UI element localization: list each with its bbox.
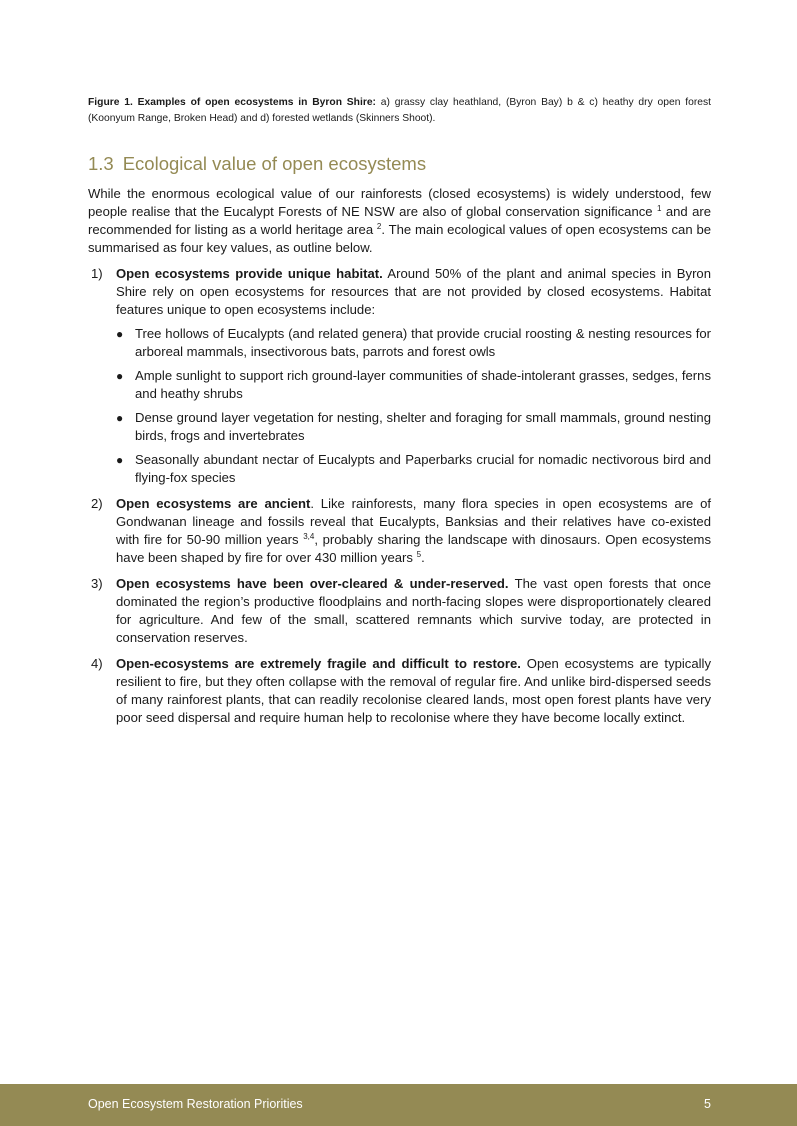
figure-caption xyxy=(88,95,711,127)
key-value-heading: Open ecosystems provide unique habitat. xyxy=(116,266,383,281)
key-value-item xyxy=(88,575,711,647)
list-marker: 3) xyxy=(91,576,103,591)
key-value-text: Around 50% of the plant and animal species in Byron Shire rely on open ecosystems for resources that are not provided by closed ecosystems. Habitat features unique to open ecosystems include: xyxy=(116,266,711,317)
key-values-list xyxy=(88,265,711,727)
citation-3-4: 3,4 xyxy=(303,532,315,541)
bullet-icon: ● xyxy=(116,411,124,425)
bullet-item xyxy=(116,325,711,361)
bullet-icon: ● xyxy=(116,327,124,341)
key-value-text: The vast open forests that once dominated the region’s productive floodplains and north-facing slopes were disproportionately cleared for agriculture. And few of the small, scattered remnants which survive today, are protected in conservation reserves. xyxy=(116,576,711,645)
key-value-text: , probably sharing the landscape with dinosaurs. Open ecosystems have been shaped by fire for over 430 million years xyxy=(116,532,711,565)
bullet-item xyxy=(116,451,711,487)
intro-text-2: and are recommended for listing as a world heritage area xyxy=(88,204,711,237)
intro-paragraph xyxy=(88,185,711,257)
key-value-heading: Open ecosystems have been over-cleared & under-reserved. xyxy=(116,576,509,591)
key-value-item xyxy=(88,265,711,487)
figure-caption-text: a) grassy clay heathland, (Byron Bay) b & c) heathy dry open forest (Koonyum Range, Broken Head) and d) forested wetlands (Skinners Shoot). xyxy=(88,97,712,124)
citation-2: 2 xyxy=(376,222,382,231)
bullet-text: Dense ground layer vegetation for nesting, shelter and foraging for small mammals, ground nesting birds, frogs and invertebrates xyxy=(135,410,711,443)
page-number: 5 xyxy=(704,1097,711,1111)
key-value-item xyxy=(88,495,711,567)
figure-caption-label: Figure 1. Examples of open ecosystems in Byron Shire: xyxy=(88,97,376,108)
footer-title: Open Ecosystem Restoration Priorities xyxy=(88,1097,303,1111)
citation-1: 1 xyxy=(656,204,662,213)
intro-text-3: . The main ecological values of open ecosystems can be summarised as four key values, as outline below. xyxy=(88,222,712,255)
key-value-item xyxy=(88,655,711,727)
citation-5: 5 xyxy=(416,550,422,559)
list-marker: 2) xyxy=(91,496,103,511)
document-body xyxy=(88,95,711,735)
habitat-features-list xyxy=(116,325,711,487)
section-heading xyxy=(88,152,711,176)
key-value-heading: Open-ecosystems are extremely fragile and difficult to restore. xyxy=(116,656,521,671)
intro-text-1: While the enormous ecological value of our rainforests (closed ecosystems) is widely understood, few people realise that the Eucalypt Forests of NE NSW are also of global conservation significance xyxy=(88,186,711,219)
bullet-text: Tree hollows of Eucalypts (and related genera) that provide crucial roosting & nesting resources for arboreal mammals, insectivorous bats, parrots and forest owls xyxy=(135,326,711,359)
bullet-text: Seasonally abundant nectar of Eucalypts and Paperbarks crucial for nomadic nectivorous bird and flying-fox species xyxy=(135,452,711,485)
bullet-text: Ample sunlight to support rich ground-layer communities of shade-intolerant grasses, sedges, ferns and heathy shrubs xyxy=(135,368,711,401)
bullet-item xyxy=(116,367,711,403)
key-value-text: Open ecosystems are typically resilient to fire, but they often collapse with the removal of regular fire. And unlike bird-dispersed seeds of many rainforest plants, that can readily recolonise cleared lands, most open forest plants have very poor seed dispersal and require human help to recolonise where they have become locally extinct. xyxy=(116,656,711,725)
section-number: 1.3 xyxy=(88,153,114,174)
bullet-icon: ● xyxy=(116,453,124,467)
key-value-heading: Open ecosystems are ancient xyxy=(116,496,311,511)
list-marker: 4) xyxy=(91,656,103,671)
list-marker: 1) xyxy=(91,266,103,281)
key-value-text: . Like rainforests, many flora species in open ecosystems are of Gondwanan lineage and fossils reveal that Eucalypts, Banksias and their relatives have co-existed with fire for 50-90 million years xyxy=(116,496,711,547)
section-title: Ecological value of open ecosystems xyxy=(122,153,427,174)
key-value-text: . xyxy=(421,550,425,565)
bullet-icon: ● xyxy=(116,369,124,383)
page-footer xyxy=(0,1084,797,1126)
bullet-item xyxy=(116,409,711,445)
